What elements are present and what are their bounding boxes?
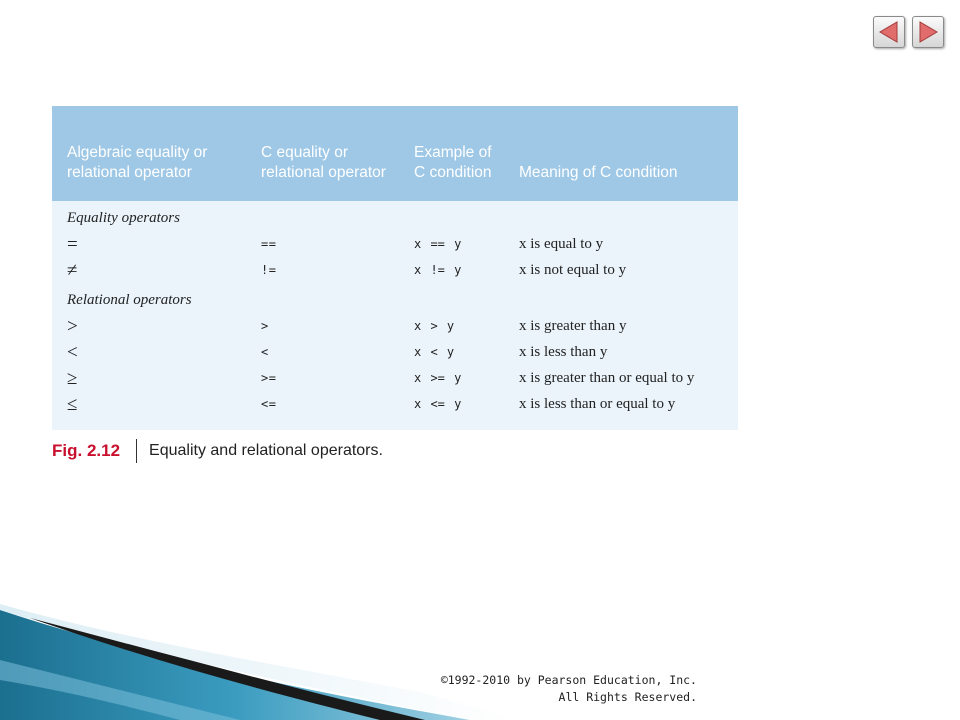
header-c-operator: C equality or relational operator xyxy=(246,106,399,201)
section-row xyxy=(52,283,738,313)
section-row xyxy=(52,201,738,231)
table-header-row xyxy=(52,106,738,201)
next-slide-button[interactable] xyxy=(912,16,944,48)
copyright-line-2: All Rights Reserved. xyxy=(558,690,697,704)
triangle-right-icon xyxy=(913,17,943,47)
header-algebraic: Algebraic equality or relational operator xyxy=(52,106,246,201)
table-row xyxy=(52,231,738,257)
algebraic-operator: ≤ xyxy=(67,393,78,415)
c-operator: <= xyxy=(261,397,277,411)
example-condition: x >= y xyxy=(414,371,462,385)
algebraic-operator: > xyxy=(67,315,78,337)
figure-label: Fig. 2.12 xyxy=(52,441,121,460)
operators-table-panel xyxy=(52,106,738,430)
c-operator: != xyxy=(261,263,277,277)
meaning: x is equal to y xyxy=(519,235,604,252)
example-condition: x < y xyxy=(414,345,455,359)
example-condition: x > y xyxy=(414,319,455,333)
triangle-left-icon xyxy=(874,17,904,47)
caption-divider xyxy=(136,439,137,463)
copyright-notice xyxy=(441,672,697,706)
table-row xyxy=(52,339,738,365)
c-operator: == xyxy=(261,237,277,251)
c-operator: < xyxy=(261,345,269,359)
table-row xyxy=(52,313,738,339)
table-row xyxy=(52,365,738,391)
figure-caption xyxy=(52,437,383,465)
section-title-equality: Equality operators xyxy=(67,210,180,226)
meaning: x is less than or equal to y xyxy=(519,395,676,412)
algebraic-operator: ≠ xyxy=(67,259,78,281)
operators-table xyxy=(52,106,738,417)
previous-slide-button[interactable] xyxy=(873,16,905,48)
meaning: x is not equal to y xyxy=(519,261,627,278)
table-row xyxy=(52,257,738,283)
copyright-line-1: ©1992-2010 by Pearson Education, Inc. xyxy=(440,673,697,687)
c-operator: >= xyxy=(261,371,277,385)
example-condition: x <= y xyxy=(414,397,462,411)
example-condition: x == y xyxy=(414,237,462,251)
example-condition: x != y xyxy=(414,263,462,277)
meaning: x is greater than y xyxy=(519,317,627,334)
algebraic-operator: < xyxy=(67,341,78,363)
figure-caption-text: Equality and relational operators. xyxy=(149,442,383,459)
table-row xyxy=(52,391,738,417)
section-title-relational: Relational operators xyxy=(67,292,192,308)
meaning: x is less than y xyxy=(519,343,608,360)
header-example: Example of C condition xyxy=(399,106,504,201)
header-meaning: Meaning of C condition xyxy=(504,106,738,201)
meaning: x is greater than or equal to y xyxy=(519,369,695,386)
c-operator: > xyxy=(261,319,269,333)
algebraic-operator: = xyxy=(67,233,78,255)
algebraic-operator: ≥ xyxy=(67,367,78,389)
